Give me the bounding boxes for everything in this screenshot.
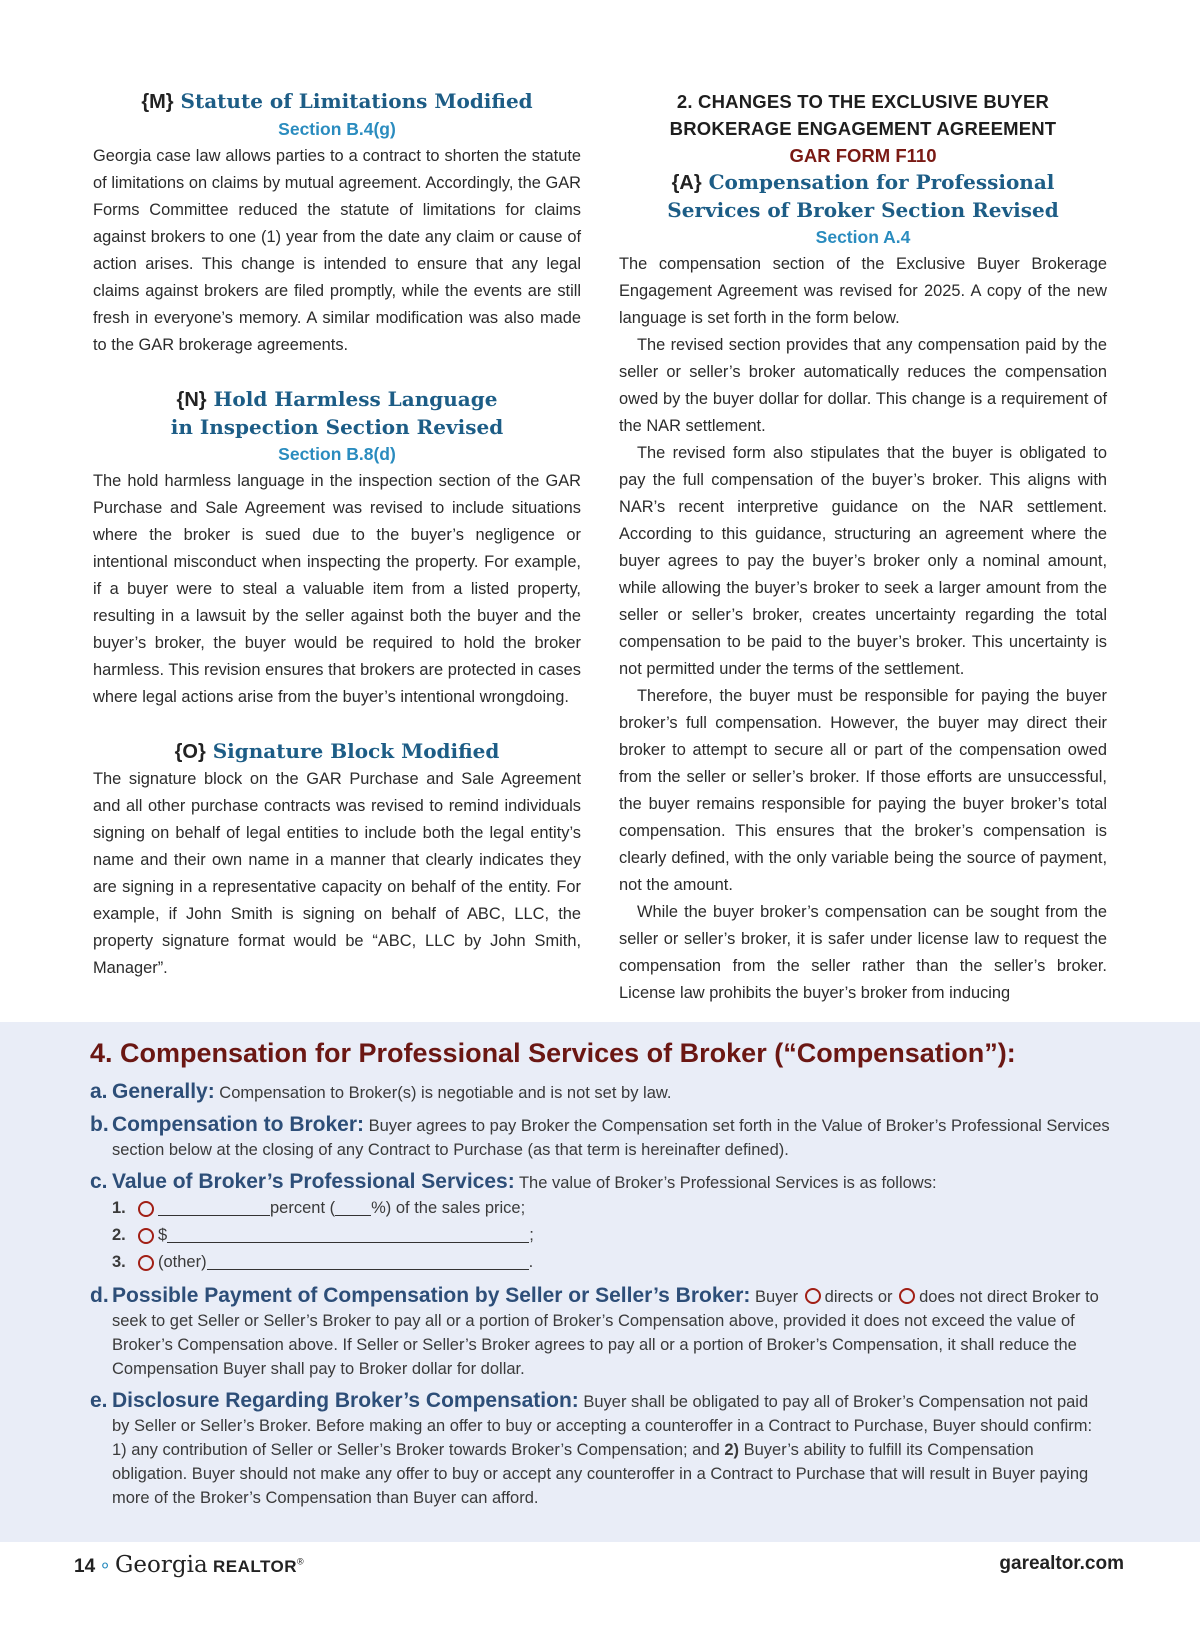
blank-line bbox=[335, 1201, 371, 1216]
section-a-heading: {A} Compensation for Professional Services of Broker Section Revised bbox=[667, 170, 1059, 222]
right-paragraph: The revised section provides that any compensation paid by the seller or seller’s broker automatically reduces the compensation owed by the buyer dollar for dollar. This change is a requirement of the NAR settlement. bbox=[619, 336, 1107, 435]
form-item-d: d. Possible Payment of Compensation by Seller or Seller’s Broker: Buyer directs or does not direct Broker to seek to get Seller or Seller’s Broker to pay all or a portion of Broker’s Compensation above, provided it does not exceed the value of Broker’s Compensation above. If Seller or Seller’s Broker agrees to pay all or a portion of Broker’s Compensation, it shall reduce the Compensation Buyer shall pay to Broker dollar for dollar. bbox=[90, 1284, 1099, 1378]
right-paragraph: The compensation section of the Exclusive Buyer Brokerage Engagement Agreement was revised for 2025. A copy of the new language is set forth in the form below. bbox=[619, 255, 1107, 327]
section-m-text: Georgia case law allows parties to a contract to shorten the statute of limitations on claims by mutual agreement. Accordingly, the GAR Forms Committee reduced the statute of limitations for claims against brokers to one (1) year from the date any claim or cause of action arises. This change is intended to ensure that any legal claims against brokers are filed promptly, while the events are still fresh in everyone’s memory. A similar modification was also made to the GAR brokerage agreements. bbox=[93, 147, 581, 354]
section-o-text: The signature block on the GAR Purchase and Sale Agreement and all other purchase contracts was revised to remind individuals signing on behalf of legal entities to include both the legal entity’s name and their own name in a manner that clearly indicates they are signing in a representative capacity on behalf of the entity. For example, if John Smith is signing on behalf of ABC, LLC, the property signature format would be “ABC, LLC by John Smith, Manager”. bbox=[93, 770, 581, 977]
form-excerpt-box bbox=[0, 1022, 1200, 1542]
form-item-c: c. Value of Broker’s Professional Services: The value of Broker’s Professional Services is as follows: bbox=[90, 1170, 937, 1193]
right-paragraph: Therefore, the buyer must be responsible for paying the buyer broker’s full compensation. However, the buyer may direct their broker to attempt to secure all or part of the compensation owed from the seller or seller’s broker. If those efforts are unsuccessful, the buyer remains responsible for paying the buyer broker’s total compensation. This ensures that the broker’s compensation is clearly defined, with the only variable being the source of payment, not the amount. bbox=[619, 687, 1107, 894]
section-n-ref: Section B.8(d) bbox=[278, 444, 396, 464]
section-n-heading: {N} Hold Harmless Language in Inspection Section Revised bbox=[170, 387, 504, 439]
right-paragraph: The revised form also stipulates that the buyer is obligated to pay the full compensation of the buyer’s broker. This aligns with NAR’s recent interpretive guidance on the NAR settlement. According to this guidance, structuring an agreement where the buyer agrees to pay the buyer’s broker only a nominal amount, while allowing the buyer’s broker to seek a larger amount from the seller or seller’s broker, creates uncertainty regarding the total compensation to be paid to the buyer’s broker. This uncertainty is not permitted under the terms of the settlement. bbox=[619, 444, 1107, 678]
form-item-e: e. Disclosure Regarding Broker’s Compensation: Buyer shall be obligated to pay all of Broker’s Compensation not paid by Seller or Seller’s Broker. Before making an offer to buy or accepting a counteroffer in a Contract to Purchase, Buyer should confirm: 1) any contribution of Seller or Seller’s Broker towards Broker’s Compensation; and 2) Buyer’s ability to fulfill its Compensation obligation. Buyer should not make any offer to buy or accept any counteroffer in a Contract to Purchase that will result in Buyer paying more of the Broker’s Compensation than Buyer can afford. bbox=[90, 1389, 1093, 1507]
section-m-heading: {M} Statute of Limitations Modified bbox=[141, 89, 533, 113]
blank-line bbox=[158, 1201, 270, 1216]
option-dollar: 2. $ ; bbox=[112, 1226, 534, 1244]
radio-circle-icon bbox=[138, 1201, 154, 1217]
radio-circle-icon bbox=[138, 1228, 154, 1244]
footer-page-info: 14 ∘ Georgia REALTOR® bbox=[74, 1552, 304, 1578]
form-item-b: b. Compensation to Broker: Buyer agrees to pay Broker the Compensation set forth in the Value of Broker’s Professional Services section below at the closing of any Contract to Purchase (as that term is hereinafter defined). bbox=[90, 1113, 1110, 1159]
right-heading: 2. CHANGES TO THE EXCLUSIVE BUYER BROKERAGE ENGAGEMENT AGREEMENT bbox=[669, 91, 1057, 139]
form-item-a: a. Generally: Compensation to Broker(s) is negotiable and is not set by law. bbox=[90, 1080, 672, 1103]
right-paragraph: While the buyer broker’s compensation can be sought from the seller or seller’s broker, it is safer under license law to request the compensation from the seller rather than the seller’s broker. License law prohibits the buyer’s broker from inducing bbox=[619, 903, 1107, 1002]
form-label: GAR FORM F110 bbox=[789, 145, 937, 166]
section-a-ref: Section A.4 bbox=[815, 227, 911, 247]
blank-line bbox=[207, 1255, 529, 1270]
left-column bbox=[93, 88, 581, 982]
radio-circle-icon bbox=[805, 1288, 821, 1304]
section-n-text: The hold harmless language in the inspection section of the GAR Purchase and Sale Agreement was revised to include situations where the broker is sued due to the buyer’s negligence or intentional misconduct when inspecting the property. For example, if a buyer were to steal a valuable item from a listed property, resulting in a lawsuit by the seller against both the buyer and the buyer’s broker, the buyer would be required to hold the broker harmless. This revision ensures that brokers are protected in cases where legal actions arise from the buyer’s intentional wrongdoing. bbox=[93, 472, 581, 706]
radio-circle-icon bbox=[138, 1255, 154, 1271]
blank-line bbox=[167, 1228, 529, 1243]
section-m-ref: Section B.4(g) bbox=[278, 119, 396, 139]
section-o-heading: {O} Signature Block Modified bbox=[174, 739, 500, 763]
footer-website: garealtor.com bbox=[999, 1553, 1124, 1574]
option-percent: 1. percent ( %) of the sales price; bbox=[112, 1199, 526, 1217]
right-column bbox=[619, 88, 1107, 1007]
form-title: 4. Compensation for Professional Services of Broker (“Compensation”): bbox=[90, 1038, 1016, 1068]
radio-circle-icon bbox=[899, 1288, 915, 1304]
option-other: 3. (other) . bbox=[112, 1253, 534, 1271]
